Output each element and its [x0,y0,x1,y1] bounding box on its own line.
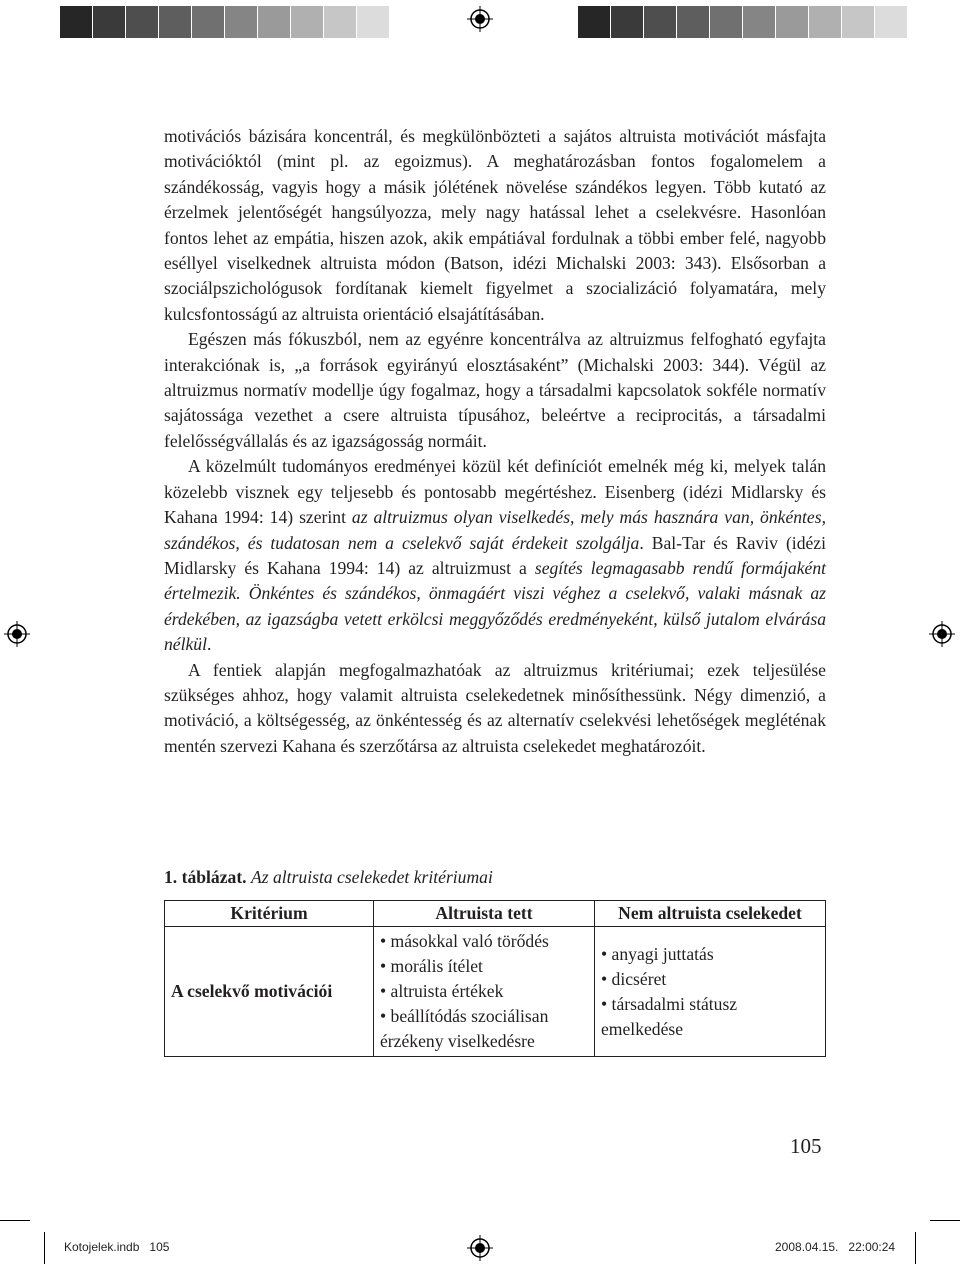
bullet-list [380,929,588,1054]
table-caption [164,866,493,888]
registration-mark-icon [467,6,493,32]
color-swatch [809,6,842,38]
crop-mark [915,1232,916,1264]
list-item: • másokkal való törődés [380,931,549,951]
color-swatch [291,6,324,38]
column-header: Nem altruista cselekedet [595,901,826,927]
color-swatch [842,6,875,38]
color-swatch [677,6,710,38]
table-cell [374,927,595,1057]
color-swatch [60,6,93,38]
table-cell [595,927,826,1057]
color-swatch [644,6,677,38]
page-number: 105 [790,1134,822,1158]
color-swatch [225,6,258,38]
color-swatch [710,6,743,38]
list-item: • altruista értékek [380,981,504,1001]
color-swatch [324,6,357,38]
text-run: . [207,634,212,655]
table-row [165,927,826,1057]
color-swatch [743,6,776,38]
criteria-table [164,900,826,1057]
crop-mark [44,1232,45,1264]
color-swatch [192,6,225,38]
list-item: • társadalmi státusz emelkedése [601,993,738,1039]
list-item: • morális ítélet [380,956,483,976]
italic-quote: segítés legmagasabb rendű formájaként értelmezik. Önkéntes és szándékos, önmagáért viszi véghez a cselekvő, valaki másnak az érdekében, az igazságba vetett erkölcsi meggyőződés eredményeként, külső jutalom elvárása nélkül [164,557,826,655]
text-run: . Bal-Tar és Raviv (idézi Midlarsky és Kahana 1994: 14) az altruizmust a [164,532,826,578]
paragraph: A fentiek alapján megfogalmazhatóak az altruizmus kritériumai; ezek teljesülése szükséges ahhoz, hogy valamit altruista cselekedetnek minősíthessünk. Négy dimenzió, a motiváció, a költségesség, az önkéntesség és az alternatív cselekvési lehetőségek megléténak mentén szervezi Kahana és szerzőtársa az altruista cselekedet meghatározóit. [164,659,826,756]
row-header: A cselekvő motivációi [165,927,374,1057]
color-swatch [93,6,126,38]
table-caption-label: 1. táblázat. [164,867,247,887]
paragraph: Egészen más fókuszból, nem az egyénre koncentrálva az altruizmus felfogható egyfajta interakciónak is, „a források egyirányú elosztásaként” (Michalski 2003: 344). Végül az altruizmus normatív modellje úgy fogalmaz, hogy a társadalmi kapcsolatok sokféle normatív sajátossága vezethet a csere altruista típusához, beleértve a reciprocitás, a társadalmi felelősségvállalás és az igazságosság normáit. [164,329,826,451]
list-item: • dicséret [601,968,667,989]
color-swatch [159,6,192,38]
italic-quote: az altruizmus olyan viselkedés, mely más hasznára van, önkéntes, szándékos, és tudatosan nem a cselekvő saját érdekeit szolgálja [164,507,826,553]
paragraph [164,454,826,657]
footer-timestamp: 2008.04.15. 22:00:24 [775,1240,896,1254]
color-swatch [776,6,809,38]
color-calibration-bar-left [60,6,390,38]
registration-mark-icon [929,621,955,647]
footer-file-info: Kotojelek.indb 105 [64,1240,170,1254]
table-header-row [165,901,826,927]
text-run: A közelmúlt tudományos eredményei közül két definíciót emelnék még ki, melyek talán közelebb visznek egy teljesebb és pontosabb megértéshez. Eisenberg (idézi Midlarsky és Kahana 1994: 14) szerint [164,456,826,528]
color-swatch [875,6,908,38]
table-caption-title: Az altruista cselekedet kritériumai [251,867,493,887]
registration-mark-icon [467,1235,493,1261]
registration-mark-icon [4,621,30,647]
color-swatch [126,6,159,38]
color-swatch [578,6,611,38]
color-swatch [258,6,291,38]
list-item: • anyagi juttatás [601,943,714,964]
color-swatch [611,6,644,38]
list-item: • beállítódás szociálisan érzékeny viselkedésre [380,1006,549,1051]
color-swatch [357,6,390,38]
color-calibration-bar-right [578,6,908,38]
bullet-list [601,942,819,1042]
crop-mark [0,1220,30,1221]
column-header: Altruista tett [374,901,595,927]
paragraph: motivációs bázisára koncentrál, és megkülönbözteti a sajátos altruista motivációt másfajta motivációktól (mint pl. az egoizmus). A meghatározásban fontos fogalomelem a szándékosság, vagyis hogy a másik jólétének növelése szándékos legyen. Több kutató az érzelmek jelentőségét hangsúlyozza, mely nagy hatással lehet a cselekvésre. Hasonlóan fontos lehet az empátia, hiszen azok, akik empátiával fordulnak a többi ember felé, nagyobb eséllyel viselkednek altruista módon (Batson, idézi Michalski 2003: 343). Elsősorban a szociálpszichológusok fordítanak kiemelt figyelmet a szocializáció folyamatára, mely kulcsfontosságú az altruista orientáció elsajátításában. [164,126,826,324]
column-header: Kritérium [165,901,374,927]
crop-mark [930,1220,960,1221]
body-text [164,124,826,759]
